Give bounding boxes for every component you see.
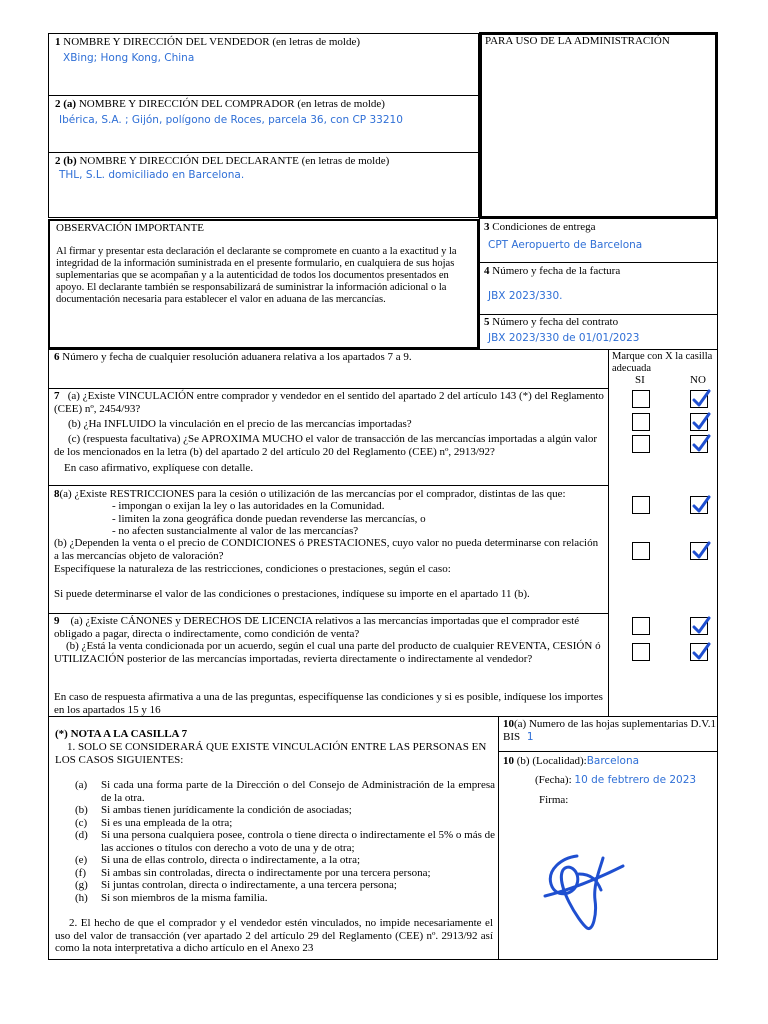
observation-text: Al firmar y presentar esta declaración el declarante se compromete en cuanto a la exactitud y la integridad de la información suministrada en el presente formulario, en cualquiera de sus hojas suplementarias que se acompañan y a la autenticidad de todos los documentos presentados en apoyo. El declarante también se responsabilizará de suministrar la información adicional o la documentación necesaria para establecer el valor en aduana de las mercancías. [56, 246, 457, 305]
contract-value[interactable]: JBX 2023/330 de 01/01/2023 [488, 332, 640, 344]
box-5-contract [479, 314, 718, 350]
note-item [75, 829, 495, 854]
box-4-number: 4 [484, 265, 490, 277]
note-item-key: (c) [75, 816, 88, 829]
date-value[interactable]: 10 de febtrero de 2023 [574, 774, 697, 786]
checkmark-icon [691, 541, 711, 561]
box-2b-label: NOMBRE Y DIRECCIÓN DEL DECLARANTE (en letras de molde) [79, 155, 390, 167]
question-8-specify: Especifíquese la naturaleza de las restricciones, condiciones o prestaciones, según el caso: [54, 563, 451, 575]
checkbox-7b-si[interactable] [632, 413, 650, 431]
checkbox-7c-si[interactable] [632, 435, 650, 453]
observation-title: OBSERVACIÓN IMPORTANTE [56, 222, 205, 234]
box-10b-label: (b) (Localidad): [516, 755, 587, 767]
note-item-text: Si son miembros de la misma familia. [101, 891, 268, 904]
checkbox-7a-si[interactable] [632, 390, 650, 408]
box-10a-sheets [498, 716, 718, 752]
note-item [75, 817, 495, 830]
observation-box [48, 219, 479, 349]
note-item-text: Si ambas tienen jurídicamente la condición de asociadas; [101, 804, 352, 816]
box-2b-declarant [48, 152, 479, 218]
divider-6-7 [48, 388, 608, 389]
admin-label: PARA USO DE LA ADMINISTRACIÓN [485, 35, 670, 47]
question-8a: (a) ¿Existe RESTRICCIONES para la cesión o utilización de las mercancías por el comprador, distintas de las que: [59, 488, 566, 500]
checkmark-icon [691, 616, 711, 636]
seller-value[interactable]: XBing; Hong Kong, China [63, 52, 195, 64]
question-7a: (a) ¿Existe VINCULACIÓN entre comprador y vendedor en el sentido del apartado 2 del artículo 143 (*) del Reglamento (CEE) nº, 2454/93? [54, 390, 604, 415]
note-item [75, 779, 495, 804]
note-item-text: Si una persona cualquiera posee, controla o tiene directa o indirectamente el 5% o más de las acciones o títulos con derecho a voto de una y de otra; [101, 829, 496, 854]
divider-8-9 [48, 613, 608, 614]
question-9-specify: En caso de respuesta afirmativa a una de las preguntas, especifíquense las condiciones y si es posible, indíquese los importes en los apartados 15 y 16 [54, 691, 603, 716]
question-8a-3: - no afecten sustancialmente al valor de las mercancías? [112, 525, 359, 537]
question-7-explain: En caso afirmativo, explíquese con detalle. [64, 462, 254, 474]
checkbox-8b-no[interactable] [690, 542, 708, 560]
box-9-number: 9 [54, 615, 60, 627]
note-item-text: Si ambas sin controladas, directa o indirectamente por una tercera persona; [101, 866, 431, 879]
box-4-invoice [479, 262, 718, 315]
note-item-key: (b) [75, 804, 88, 816]
mark-instruction: Marque con X la casilla adecuada [612, 351, 713, 374]
delivery-value[interactable]: CPT Aeropuerto de Barcelona [488, 239, 643, 251]
checkbox-8b-si[interactable] [632, 542, 650, 560]
box-1-label: NOMBRE Y DIRECCIÓN DEL VENDEDOR (en letras de molde) [63, 36, 361, 48]
note-item [75, 804, 495, 817]
note-item-key: (e) [75, 854, 88, 866]
question-8a-1: - impongan o exijan la ley o las autoridades en la Comunidad. [112, 500, 385, 512]
note-item [75, 892, 495, 905]
box-7-number: 7 [54, 390, 60, 402]
checkbox-7c-no[interactable] [690, 435, 708, 453]
question-9a: (a) ¿Existe CÁNONES y DERECHOS DE LICENCIA relativos a las mercancías importadas que el comprador esté obligado a pagar, directa o indirectamente, como condición de venta? [54, 615, 580, 640]
checkbox-8a-no[interactable] [690, 496, 708, 514]
checkbox-9b-si[interactable] [632, 643, 650, 661]
no-header: NO [690, 374, 706, 386]
box-2a-number: 2 (a) [55, 98, 77, 110]
checkmark-icon [691, 434, 711, 454]
box-3-label: Condiciones de entrega [492, 221, 596, 233]
checkbox-9a-no[interactable] [690, 617, 708, 635]
admin-box [479, 32, 718, 219]
box-2a-label: NOMBRE Y DIRECCIÓN DEL COMPRADOR (en letras de molde) [78, 98, 385, 110]
declarant-value[interactable]: THL, S.L. domiciliado en Barcelona. [59, 169, 245, 181]
checkmark-icon [691, 389, 711, 409]
question-7b: (b) ¿Ha INFLUIDO la vinculación en el precio de las mercancías importadas? [68, 418, 412, 430]
note-item-key: (f) [75, 866, 86, 879]
buyer-value[interactable]: Ibérica, S.A. ; Gijón, polígono de Roces, parcela 36, con CP 33210 [59, 114, 403, 126]
note-item-text: Si es una empleada de la otra; [101, 816, 233, 829]
question-8b: (b) ¿Dependen la venta o el precio de CONDICIONES ó PRESTACIONES, cuyo valor no pueda determinarse con relación a las mercancías objeto de valoración? [54, 537, 599, 562]
note-paragraph-1: 1. SOLO SE CONSIDERARÁ QUE EXISTE VINCULACIÓN ENTRE LAS PERSONAS EN LOS CASOS SIGUIENTES: [55, 741, 487, 766]
checkbox-9b-no[interactable] [690, 643, 708, 661]
box-1-number: 1 [55, 36, 61, 48]
note-paragraph-2: 2. El hecho de que el comprador y el vendedor estén vinculados, no impide necesariamente el uso del valor de transacción (ver apartado 2 del artículo 29 del Reglamento (CEE) nº. 2913/92 así como la nota interpretativa a dicho artículo en el Anexo 23 [55, 917, 493, 954]
checkbox-7a-no[interactable] [690, 390, 708, 408]
box-4-label: Número y fecha de la factura [492, 265, 621, 277]
box-6-number: 6 [54, 351, 60, 363]
question-9b: (b) ¿Está la venta condicionada por un acuerdo, según el cual una parte del producto de cualquier REVENTA, CESIÓN ó UTILIZACIÓN posterior de las mercancías importadas, revierta directamente o indirectamente al vendedor? [54, 640, 601, 665]
note-item-key: (d) [75, 829, 88, 841]
date-label: (Fecha): [535, 774, 572, 786]
box-10a-label: (a) Numero de las hojas suplementarias D.V.1 BIS [503, 718, 717, 743]
box-2b-number: 2 (b) [55, 155, 77, 167]
note-item-text: Si una de ellas controlo, directa o indirectamente, a la otra; [101, 854, 361, 866]
note-items-list [75, 779, 495, 904]
signature-label: Firma: [539, 794, 569, 806]
note-title: (*) NOTA A LA CASILLA 7 [55, 728, 188, 740]
note-item [75, 854, 495, 867]
divider-7-8 [48, 485, 608, 486]
checkbox-9a-si[interactable] [632, 617, 650, 635]
question-7c: (c) (respuesta facultativa) ¿Se APROXIMA MUCHO el valor de transacción de las mercancías importadas a algún valor de los mencionados en la letra (b) del apartado 2 del artículo 20 del Reglamento (CEE) nº, 2913/92? [54, 433, 598, 458]
note-item-text: Si juntas controlan, directa o indirectamente, a una tercera persona; [101, 879, 397, 891]
box-3-number: 3 [484, 221, 490, 233]
invoice-value[interactable]: JBX 2023/330. [488, 290, 563, 302]
sheets-value[interactable]: 1 [526, 730, 534, 743]
checkmark-icon [691, 495, 711, 515]
box-6-label: Número y fecha de cualquier resolución aduanera relativa a los apartados 7 a 9. [62, 351, 412, 363]
box-10b-number: 10 [503, 755, 514, 767]
question-8-amount: Si puede determinarse el valor de las condiciones o prestaciones, indíquese su importe en el apartado 11 (b). [54, 588, 530, 600]
box-5-number: 5 [484, 316, 490, 328]
note-item-text: Si cada una forma parte de la Dirección o del Consejo de Administración de la empresa de la otra. [101, 779, 495, 804]
box-8-number: 8 [54, 488, 60, 500]
box-5-label: Número y fecha del contrato [492, 316, 619, 328]
checkmark-icon [691, 642, 711, 662]
note-item-key: (g) [75, 879, 88, 891]
box-10a-number: 10 [503, 718, 514, 730]
note-item [75, 879, 495, 892]
checkbox-column-divider [608, 349, 609, 717]
box-3-delivery [479, 218, 718, 263]
locality-value[interactable]: Barcelona [586, 755, 640, 767]
signature-image [539, 844, 629, 936]
note-item [75, 867, 495, 880]
checkbox-7b-no[interactable] [690, 413, 708, 431]
si-header: SI [635, 374, 645, 386]
note-item-key: (h) [75, 891, 88, 904]
box-1-seller [48, 33, 479, 96]
box-2a-buyer [48, 95, 479, 153]
box-10b-signature [498, 751, 718, 960]
question-8a-2: - limiten la zona geográfica donde puedan revenderse las mercancías, o [112, 513, 426, 525]
checkbox-8a-si[interactable] [632, 496, 650, 514]
checkmark-icon [691, 412, 711, 432]
note-item-key: (a) [75, 779, 88, 791]
note-box [48, 716, 499, 960]
